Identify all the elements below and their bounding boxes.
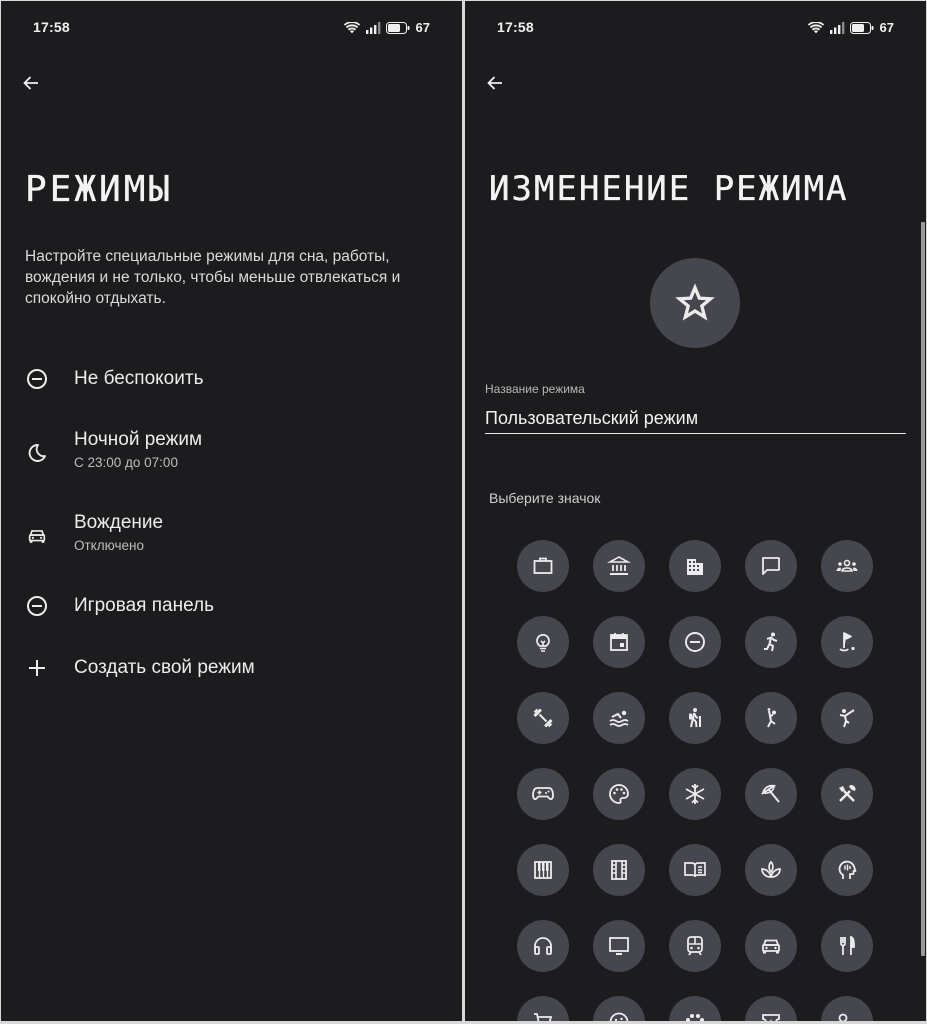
fitness-dumbbell-icon — [531, 706, 555, 730]
battery-icon — [386, 22, 410, 34]
icon-option-groups[interactable] — [821, 540, 873, 592]
mode-name-label: Название режима — [485, 382, 585, 396]
hiking-icon — [683, 706, 707, 730]
battery-level: 67 — [879, 20, 894, 35]
arrow-left-icon — [22, 74, 40, 92]
running-icon — [759, 630, 783, 654]
restaurant-icon — [835, 934, 859, 958]
icon-option-pets[interactable] — [669, 996, 721, 1021]
signal-icon — [365, 22, 381, 34]
icon-option-lightbulb[interactable] — [517, 616, 569, 668]
icon-option-martial-arts[interactable] — [821, 692, 873, 744]
icon-option-restaurant[interactable] — [821, 920, 873, 972]
bubbles-icon — [835, 1010, 859, 1021]
briefcase-icon — [531, 554, 555, 578]
icon-option-handball[interactable] — [745, 692, 797, 744]
golf-icon — [835, 630, 859, 654]
swimming-icon — [607, 706, 631, 730]
icon-option-palette[interactable] — [593, 768, 645, 820]
icon-option-bubbles[interactable] — [821, 996, 873, 1021]
selected-mode-icon[interactable] — [650, 258, 740, 348]
icon-option-running[interactable] — [745, 616, 797, 668]
martial-arts-icon — [835, 706, 859, 730]
icon-option-snowflake[interactable] — [669, 768, 721, 820]
icon-option-tv[interactable] — [593, 920, 645, 972]
car-icon — [759, 934, 783, 958]
back-button[interactable] — [17, 69, 45, 97]
mode-label: Игровая панель — [74, 595, 215, 616]
star-icon — [675, 283, 715, 323]
icon-option-film[interactable] — [593, 844, 645, 896]
icon-option-gamepad[interactable] — [517, 768, 569, 820]
icon-option-book[interactable] — [669, 844, 721, 896]
beach-umbrella-icon — [759, 782, 783, 806]
groups-icon — [835, 554, 859, 578]
mode-item-do-not-disturb[interactable] — [1, 367, 462, 391]
icon-option-golf[interactable] — [821, 616, 873, 668]
icon-option-spa[interactable] — [745, 844, 797, 896]
theater-ticket-icon — [759, 1010, 783, 1021]
mode-label: Не беспокоить — [74, 368, 204, 389]
icon-option-hiking[interactable] — [669, 692, 721, 744]
snowflake-icon — [683, 782, 707, 806]
mode-label: Вождение — [74, 512, 164, 533]
bank-icon — [607, 554, 631, 578]
icon-option-car[interactable] — [745, 920, 797, 972]
edit-mode-screen — [465, 1, 926, 1021]
icon-picker-label: Выберите значок — [489, 490, 601, 506]
do-not-disturb-icon — [25, 367, 49, 391]
icon-option-chat[interactable] — [745, 540, 797, 592]
icon-option-do-not-disturb[interactable] — [669, 616, 721, 668]
film-icon — [607, 858, 631, 882]
status-bar — [1, 1, 462, 53]
psychology-head-icon — [835, 858, 859, 882]
mode-status: Отключено — [74, 538, 144, 553]
icon-option-swimming[interactable] — [593, 692, 645, 744]
status-icons — [344, 20, 430, 35]
tools-icon — [835, 782, 859, 806]
icon-option-cookie[interactable] — [593, 996, 645, 1021]
back-button[interactable] — [481, 69, 509, 97]
do-not-disturb-icon — [683, 630, 707, 654]
chat-bubble-icon — [759, 554, 783, 578]
status-icons — [808, 20, 894, 35]
page-title: ИЗМЕНЕНИЕ РЕЖИМА — [489, 169, 849, 209]
signal-icon — [829, 22, 845, 34]
icon-option-headphones[interactable] — [517, 920, 569, 972]
do-not-disturb-icon — [25, 594, 49, 618]
cookie-icon — [607, 1010, 631, 1021]
icon-option-briefcase[interactable] — [517, 540, 569, 592]
icon-option-beach[interactable] — [745, 768, 797, 820]
moon-icon — [25, 441, 49, 465]
pets-paw-icon — [683, 1010, 707, 1021]
icon-option-bank[interactable] — [593, 540, 645, 592]
battery-icon — [850, 22, 874, 34]
train-icon — [683, 934, 707, 958]
mode-label: Ночной режим — [74, 429, 203, 450]
plus-icon — [25, 656, 49, 680]
mode-item-night[interactable] — [1, 429, 462, 477]
open-book-icon — [683, 858, 707, 882]
scrollbar[interactable] — [921, 222, 925, 956]
wifi-icon — [344, 22, 360, 34]
icon-option-tools[interactable] — [821, 768, 873, 820]
status-time: 17:58 — [33, 19, 70, 35]
page-description: Настройте специальные режимы для сна, работы, вождения и не только, чтобы меньше отвлекаться и спокойно отдыхать. — [25, 248, 401, 307]
shopping-cart-icon — [531, 1010, 555, 1021]
piano-icon — [531, 858, 555, 882]
gamepad-icon — [531, 782, 555, 806]
mode-item-game-panel[interactable] — [1, 594, 462, 618]
mode-item-driving[interactable] — [1, 512, 462, 560]
office-building-icon — [683, 554, 707, 578]
mode-schedule: С 23:00 до 07:00 — [74, 455, 178, 470]
palette-icon — [607, 782, 631, 806]
arrow-left-icon — [486, 74, 504, 92]
icon-option-piano[interactable] — [517, 844, 569, 896]
status-bar — [465, 1, 926, 53]
headphones-icon — [531, 934, 555, 958]
mode-name-input[interactable] — [485, 404, 906, 434]
icon-option-fitness[interactable] — [517, 692, 569, 744]
page-title: РЕЖИМЫ — [25, 169, 174, 210]
handball-icon — [759, 706, 783, 730]
tv-monitor-icon — [607, 934, 631, 958]
modes-list-screen — [1, 1, 462, 1021]
lightbulb-icon — [531, 630, 555, 654]
spa-icon — [759, 858, 783, 882]
mode-label: Создать свой режим — [74, 657, 255, 678]
icon-option-theater[interactable] — [745, 996, 797, 1021]
icon-option-train[interactable] — [669, 920, 721, 972]
calendar-icon — [607, 630, 631, 654]
car-icon — [25, 524, 49, 548]
create-mode-button[interactable] — [1, 656, 462, 680]
icon-option-building[interactable] — [669, 540, 721, 592]
icon-option-shopping-cart[interactable] — [517, 996, 569, 1021]
icon-option-calendar[interactable] — [593, 616, 645, 668]
icon-option-psychology[interactable] — [821, 844, 873, 896]
status-time: 17:58 — [497, 19, 534, 35]
battery-level: 67 — [415, 20, 430, 35]
wifi-icon — [808, 22, 824, 34]
